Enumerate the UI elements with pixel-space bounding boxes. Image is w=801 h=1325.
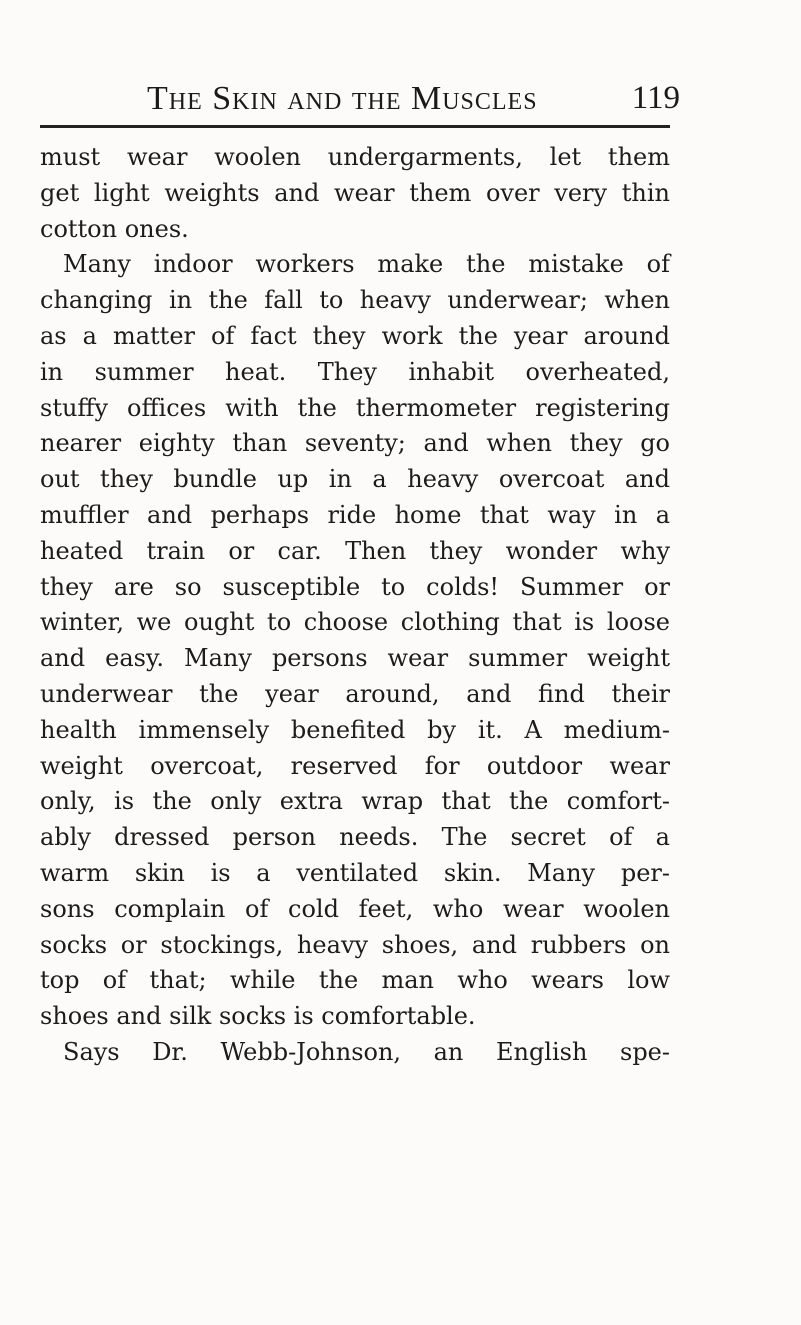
text-line: muffler and perhaps ride home that way in a [40, 500, 670, 529]
text-line: only, is the only extra wrap that the comfort- [40, 787, 670, 816]
text-line: out they bundle up in a heavy overcoat and [40, 465, 670, 494]
text-line: sons complain of cold feet, who wear woolen [40, 894, 670, 923]
text-line: socks or stockings, heavy shoes, and rubbers on [40, 930, 670, 959]
text-line: get light weights and wear them over very thin [40, 178, 670, 207]
text-line: weight overcoat, reserved for outdoor wear [40, 751, 670, 780]
page-number: 119 [631, 80, 680, 116]
text-line: as a matter of fact they work the year around [40, 321, 670, 350]
text-line: changing in the fall to heavy underwear; when [40, 286, 670, 315]
paragraph-start-line: Says Dr. Webb-Johnson, an English spe- [63, 1037, 670, 1066]
text-line: ably dressed person needs. The secret of a [40, 823, 670, 852]
text-line: shoes and silk socks is comfortable. [40, 1002, 476, 1031]
text-line: underwear the year around, and find their [40, 679, 670, 708]
body-text [40, 140, 670, 1071]
text-line: cotton ones. [40, 214, 189, 243]
text-line: winter, we ought to choose clothing that is loose [40, 608, 670, 637]
text-line: heated train or car. Then they wonder why [40, 536, 670, 565]
text-line: and easy. Many persons wear summer weight [40, 644, 670, 673]
text-line: in summer heat. They inhabit overheated, [40, 357, 670, 386]
running-title: The Skin and the Muscles [147, 80, 538, 117]
running-head [40, 76, 680, 116]
text-line: must wear woolen undergarments, let them [40, 143, 670, 171]
text-line: health immensely benefited by it. A medium- [40, 715, 670, 744]
text-line: nearer eighty than seventy; and when they go [40, 429, 670, 458]
text-line: warm skin is a ventilated skin. Many per- [40, 858, 670, 887]
text-line: top of that; while the man who wears low [40, 966, 670, 995]
text-line: they are so susceptible to colds! Summer or [40, 572, 670, 601]
text-line: stuffy offices with the thermometer registering [40, 393, 670, 422]
header-rule [40, 125, 670, 128]
paragraph-start-line: Many indoor workers make the mistake of [63, 250, 670, 279]
